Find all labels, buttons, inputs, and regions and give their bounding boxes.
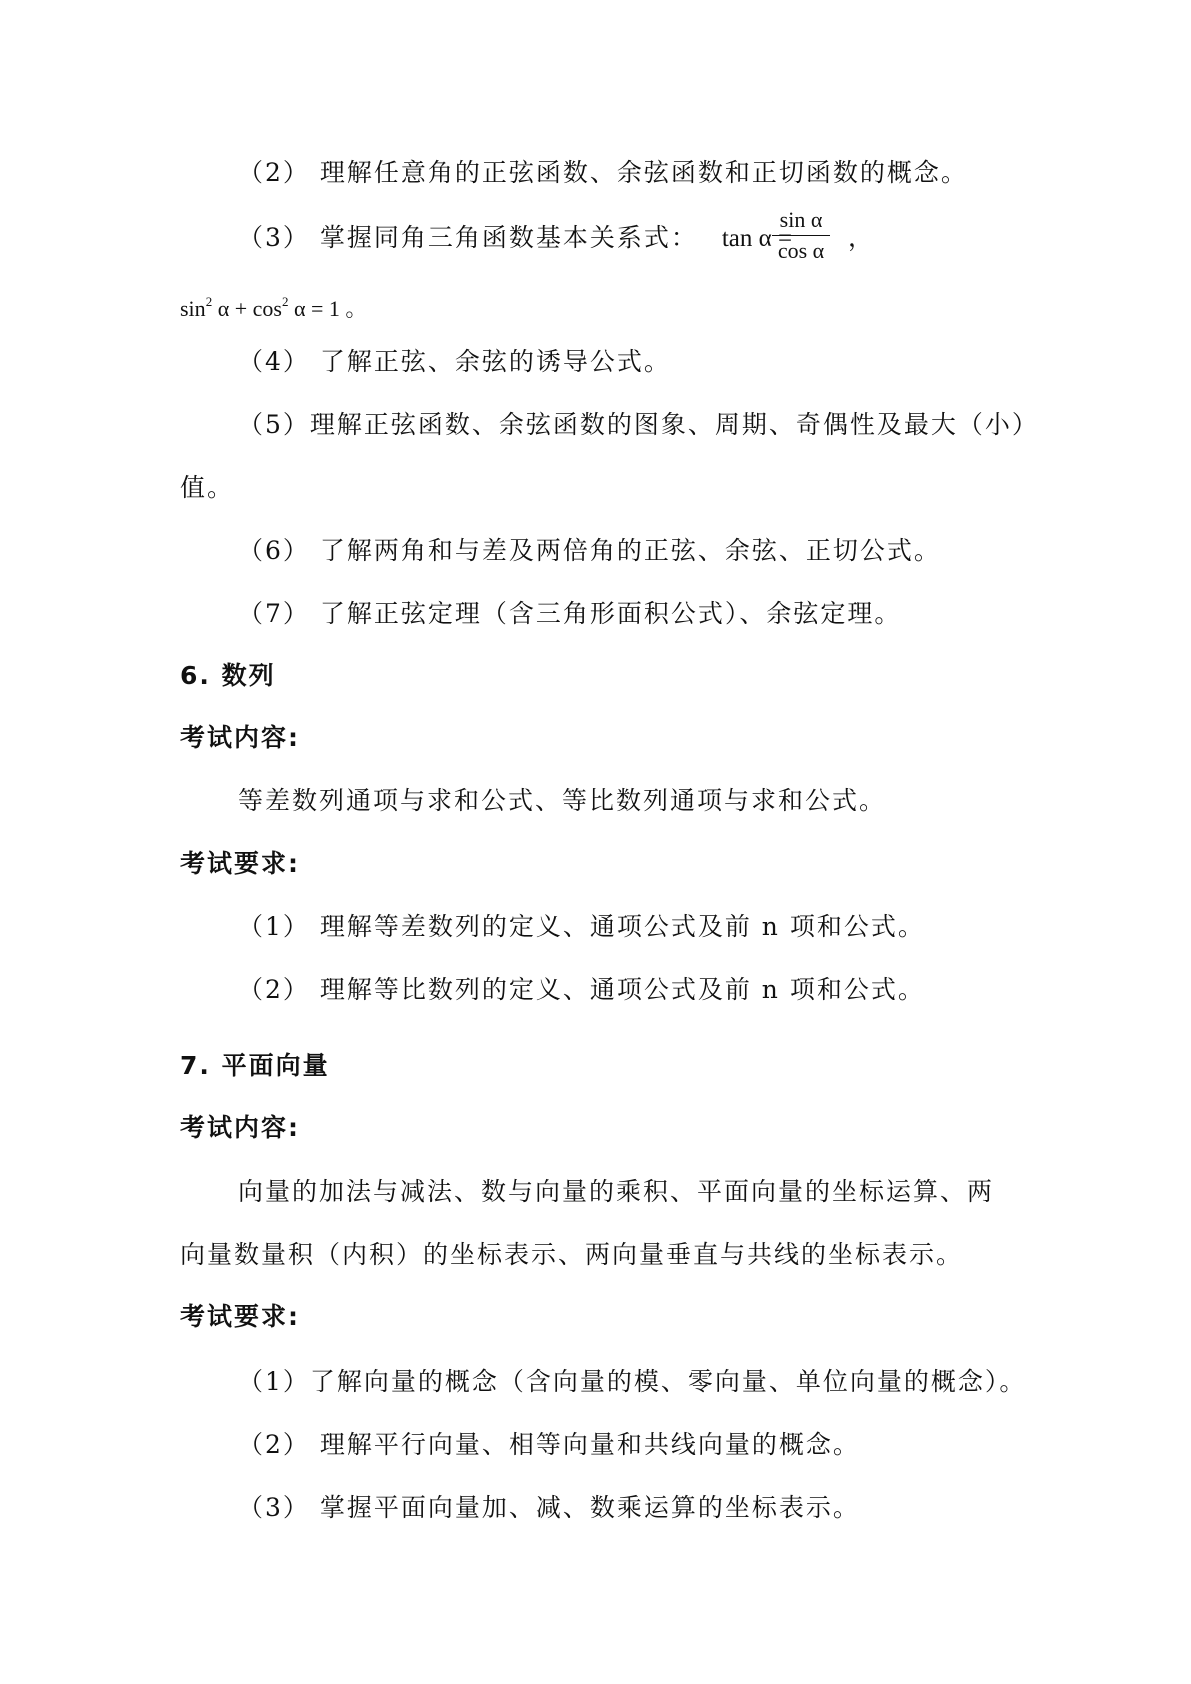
section-6-req-label: 考试要求: (180, 849, 300, 878)
tan-fraction (772, 206, 830, 265)
section-7-req-1: （1）了解向量的概念（含向量的模、零向量、单位向量的概念）。 (238, 1367, 1027, 1396)
section-7-title: 7. 平面向量 (180, 1051, 330, 1080)
tan-expression: tan α = (721, 225, 793, 252)
fraction-denominator: cos α (777, 238, 825, 263)
line-item-3 (238, 222, 792, 255)
section-7-req-label: 考试要求: (180, 1302, 300, 1331)
comma: ， (848, 223, 876, 252)
section-7-req-3: （3） 掌握平面向量加、减、数乘运算的坐标表示。 (238, 1493, 860, 1522)
fraction-numerator: sin α (779, 207, 823, 232)
line-item-5-cont: 值。 (180, 473, 235, 502)
identity-formula (180, 286, 367, 325)
section-6-req-1: （1） 理解等差数列的定义、通项公式及前 n 项和公式。 (238, 912, 925, 941)
section-6-content-text: 等差数列通项与求和公式、等比数列通项与求和公式。 (238, 786, 887, 815)
equals-one: α = 1 。 (288, 296, 368, 321)
fraction-bar (772, 235, 830, 236)
line-item-5: （5）理解正弦函数、余弦函数的图象、周期、奇偶性及最大（小） (238, 410, 1039, 439)
sup-1: 2 (205, 294, 213, 309)
line-item-2: （2） 理解任意角的正弦函数、余弦函数和正切函数的概念。 (238, 158, 968, 187)
item-3-text: （3） 掌握同角三角函数基本关系式： (238, 223, 698, 252)
section-7-content-label: 考试内容: (180, 1113, 300, 1142)
section-6-content-label: 考试内容: (180, 723, 300, 752)
section-7-content-text-2: 向量数量积（内积）的坐标表示、两向量垂直与共线的坐标表示。 (180, 1240, 964, 1269)
sin-label: sin (180, 296, 206, 321)
section-7-content-text-1: 向量的加法与减法、数与向量的乘积、平面向量的坐标运算、两 (238, 1177, 995, 1206)
section-6-title: 6. 数列 (180, 661, 276, 690)
cos-label: α + cos (212, 296, 282, 321)
line-item-7: （7） 了解正弦定理（含三角形面积公式）、余弦定理。 (238, 599, 902, 628)
sup-2: 2 (281, 294, 289, 309)
section-7-req-2: （2） 理解平行向量、相等向量和共线向量的概念。 (238, 1430, 860, 1459)
line-item-6: （6） 了解两角和与差及两倍角的正弦、余弦、正切公式。 (238, 536, 941, 565)
line-item-4: （4） 了解正弦、余弦的诱导公式。 (238, 347, 671, 376)
section-6-req-2: （2） 理解等比数列的定义、通项公式及前 n 项和公式。 (238, 975, 925, 1004)
